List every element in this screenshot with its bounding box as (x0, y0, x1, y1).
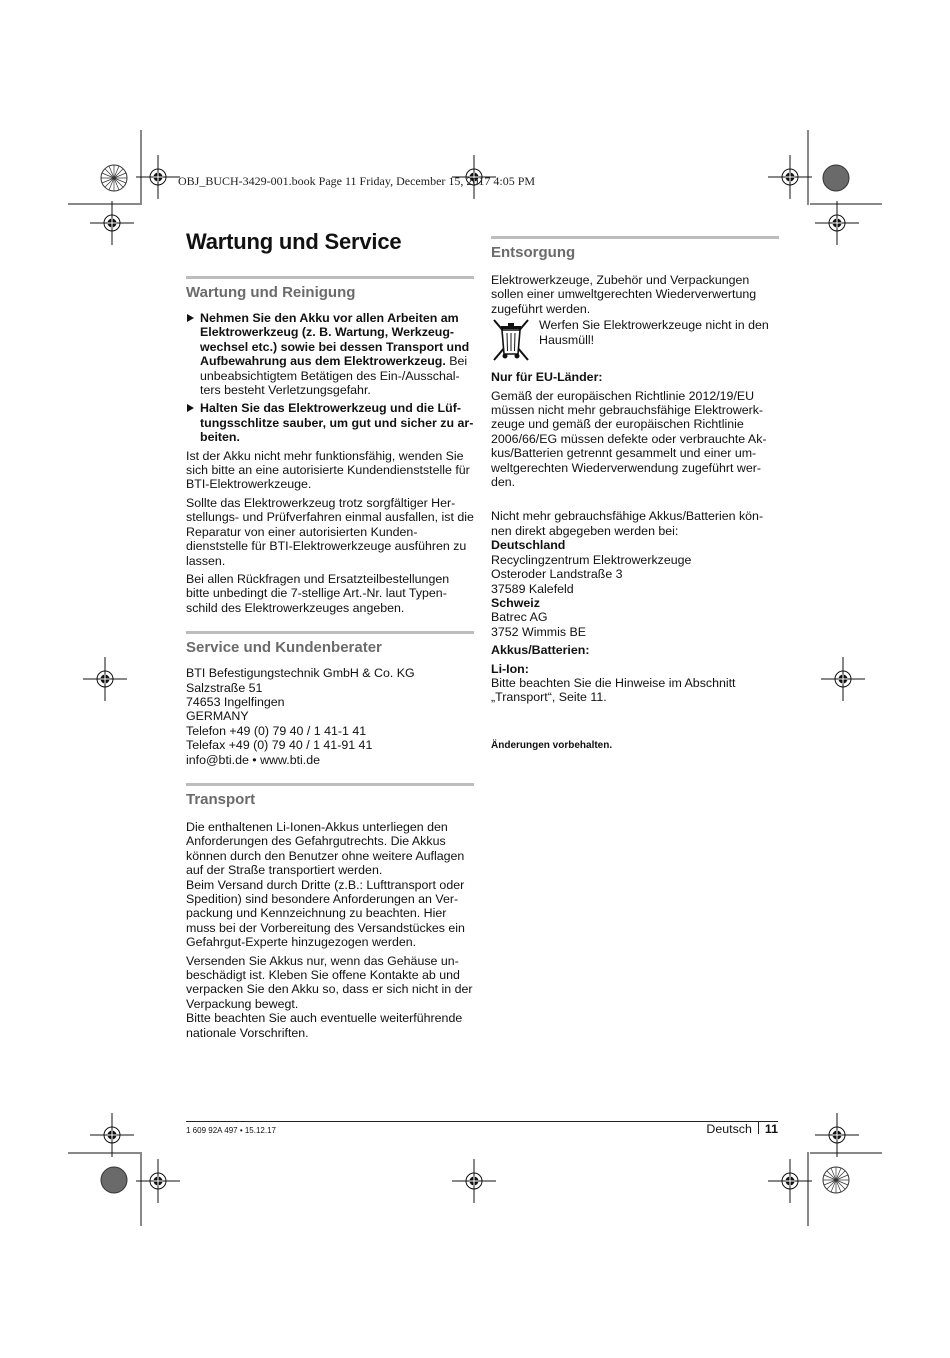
page-number: 11 (764, 1122, 778, 1136)
section-heading-disposal: Entsorgung (491, 236, 779, 263)
changes-reserved: Änderungen vorbehalten. (491, 739, 613, 751)
country-label: Schweiz (491, 595, 540, 610)
left-column (186, 228, 474, 1044)
bullet-item (186, 401, 474, 444)
crossed-out-wheelie-bin-icon (491, 318, 531, 362)
weee-text: Werfen Sie Elektrowerkzeuge nicht in den Hausmüll! (539, 318, 769, 347)
paragraph: Versenden Sie Akkus nur, wenn das Gehäuse unbeschädigt ist. Kleben Sie offene Kontakte ab und verpacken Sie den Akku so, dass er sich nicht in der Verpackung bewegt. (186, 953, 473, 1011)
address-line: Salzstraße 51 (186, 680, 263, 695)
bullet-bold-text: Nehmen Sie den Akku vor allen Arbeiten am Elektrowerkzeug (z. B. Wartung, Werkzeugwechsel etc.) sowie bei dessen Transport und Aufbewahrung aus dem Elektrowerkzeug. (200, 311, 470, 369)
paragraph: Bei allen Rückfragen und Ersatzteilbestellungen bitte unbedingt die 7-stellige Art.-Nr. laut Typenschild des Elektrowerkzeuges angeben. (186, 571, 450, 615)
footer-language: Deutsch (706, 1122, 752, 1136)
bullet-text: Bei unbeabsichtigtem Betätigen des Ein-/Ausschalters besteht Verletzungsgefahr. (200, 354, 468, 398)
paragraph: Elektrowerkzeuge, Zubehör und Verpackungen sollen einer umweltgerechten Wiederverwertung zugeführt werden. (491, 273, 757, 316)
eu-label: Nur für EU-Länder: (491, 370, 603, 385)
address-line: BTI Befestigungstechnik GmbH & Co. KG (186, 666, 415, 681)
phone-line: Telefon +49 (0) 79 40 / 1 41-1 41 (186, 723, 367, 738)
bullet-triangle-icon (187, 404, 194, 412)
address-line: 37589 Kalefeld (491, 581, 574, 596)
section-heading-transport: Transport (186, 783, 474, 810)
address-line: 74653 Ingelfingen (186, 694, 285, 709)
address-line: Osteroder Landstraße 3 (491, 567, 623, 582)
paragraph: Nicht mehr gebrauchsfähige Akkus/Batterien können direkt abgegeben werden bei: (491, 509, 764, 538)
print-file-info: OBJ_BUCH-3429-001.book Page 11 Friday, December 15, 2017 4:05 PM (178, 174, 536, 188)
country-label: Deutschland (491, 538, 566, 553)
service-address (186, 666, 474, 767)
paragraph: Die enthaltenen Li-Ionen-Akkus unterliegen den Anforderungen des Gefahrgutrechts. Die Akkus können durch den Benutzer ohne weitere Auflagen auf der Straße transportiert werden. (186, 819, 465, 878)
address-line: GERMANY (186, 709, 249, 724)
liion-label: Li-Ion: (491, 661, 529, 676)
batteries-label: Akkus/Batterien: (491, 643, 590, 658)
right-column (491, 236, 779, 757)
paragraph: Bitte beachten Sie auch eventuelle weiterführende nationale Vorschriften. (186, 1011, 463, 1040)
address-line: 3752 Wimmis BE (491, 624, 587, 639)
page-title: Wartung und Service (186, 229, 402, 254)
bullet-triangle-icon (187, 314, 194, 322)
address-line: Recyclingzentrum Elektrowerkzeuge (491, 552, 692, 567)
section-heading-maintenance: Wartung und Reinigung (186, 276, 474, 303)
paragraph: Gemäß der europäischen Richtlinie 2012/19/EU müssen nicht mehr gebrauchsfähige Elektrowerkzeuge und gemäß der europäischen Richtlinie 2006/66/EG müssen defekte oder verbrauchte Akkus/Batterien getrennt gesammelt und einer umweltgerechten Wiederverwendung zugeführt werden. (491, 388, 767, 490)
contact-line: info@bti.de • www.bti.de (186, 752, 321, 767)
page-footer (640, 1122, 778, 1136)
paragraph: Bitte beachten Sie die Hinweise im Abschnitt „Transport“, Seite 11. (491, 675, 736, 705)
footer-separator (758, 1122, 759, 1134)
fax-line: Telefax +49 (0) 79 40 / 1 41-91 41 (186, 738, 373, 753)
bullet-item (186, 311, 474, 397)
paragraph: Ist der Akku nicht mehr funktionsfähig, wenden Sie sich bitte an eine autorisierte Kundendienststelle für BTI-Elektrowerkzeuge. (186, 448, 470, 492)
paragraph: Beim Versand durch Dritte (z.B.: Lufttransport oder Spedition) sind besondere Anforderungen an Verpackung und Kennzeichnung zu beachten. Hier muss bei der Vorbereitung des Versandstückes ein Gefahrgut-Experte hinzugezogen werden. (186, 877, 465, 950)
paragraph: Sollte das Elektrowerkzeug trotz sorgfältiger Herstellungs- und Prüfverfahren einmal ausfallen, ist die Reparatur von einer autorisierten Kundendienststelle für BTI-Elektrowerkzeuge ausführen zu lassen. (186, 495, 474, 568)
address-line: Batrec AG (491, 610, 548, 625)
bullet-bold-text: Halten Sie das Elektrowerkzeug und die Lüftungsschlitze sauber, um gut und sicher zu arbeiten. (200, 401, 474, 445)
weee-notice (491, 318, 779, 362)
doc-number: 1 609 92A 497 • 15.12.17 (186, 1126, 276, 1135)
section-heading-service: Service und Kundenberater (186, 631, 474, 658)
